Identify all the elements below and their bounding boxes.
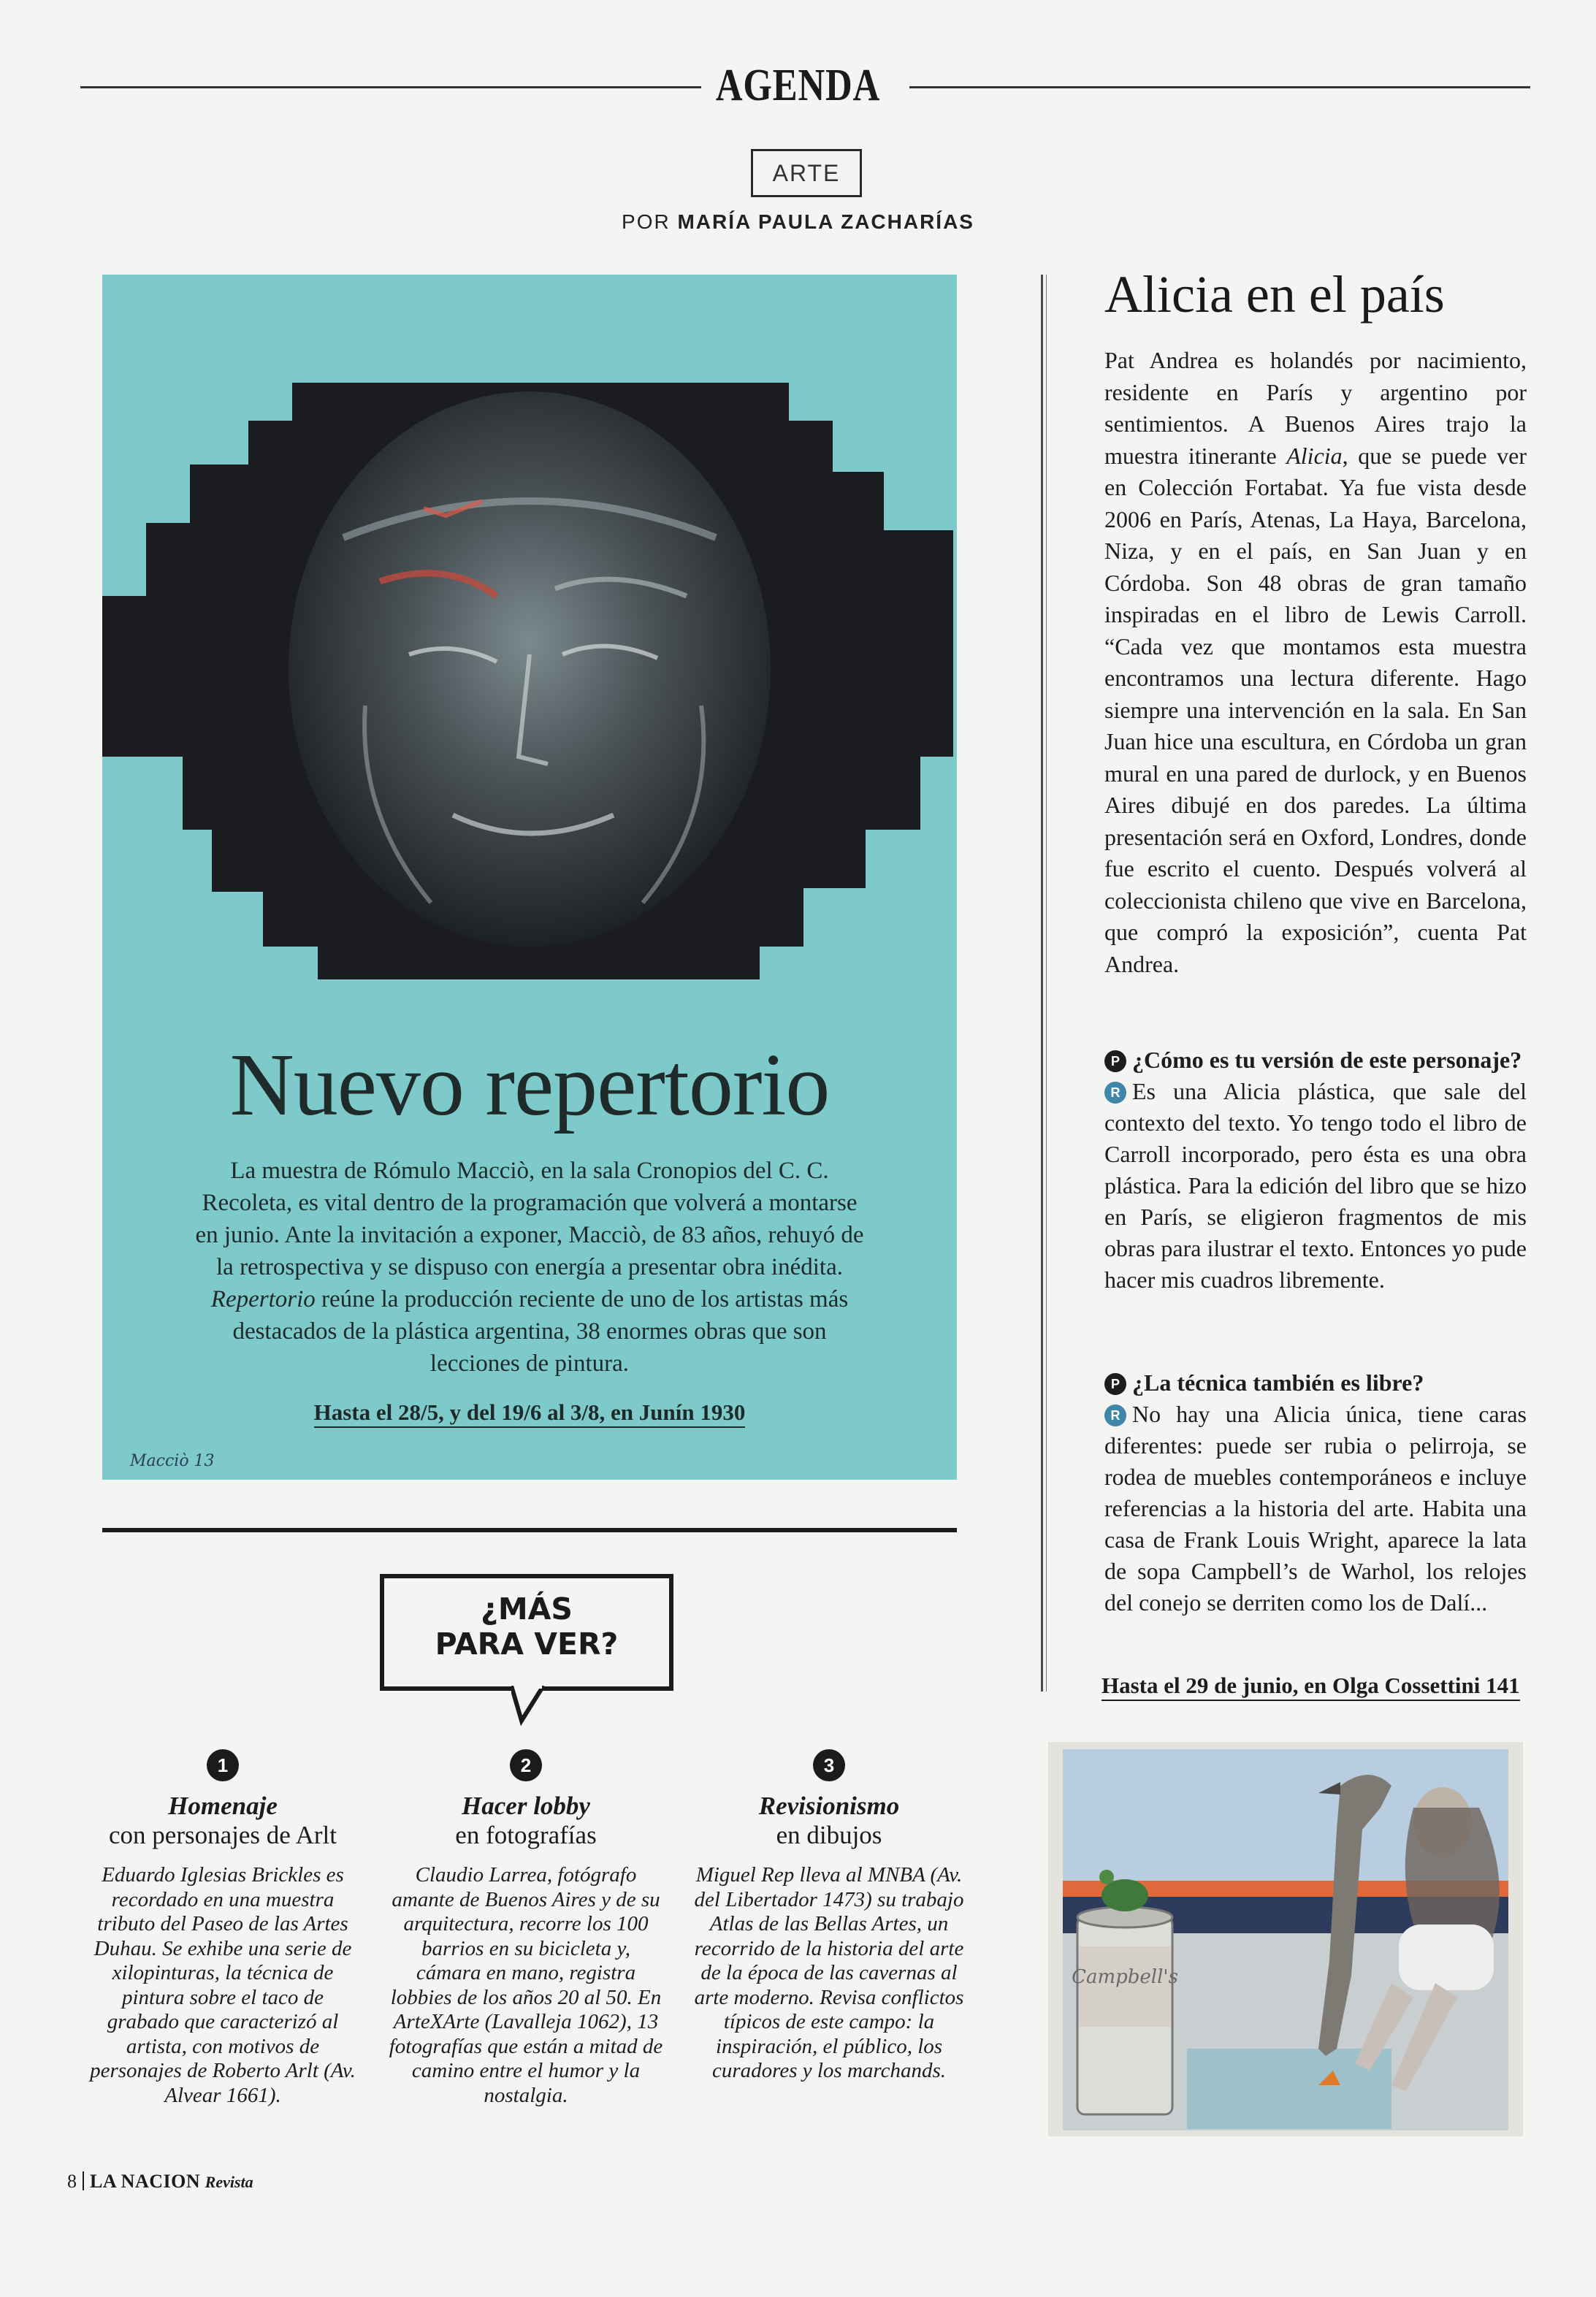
supplement-name: Revista — [205, 2173, 253, 2191]
article-intro-text-1: Pat Andrea es holandés por nacimiento, residente en París y argentino por sentimientos. A Buenos Aires trajo la muestra itinerante — [1104, 347, 1527, 469]
folio-divider — [83, 2171, 84, 2190]
category-tag: ARTE — [751, 149, 862, 197]
more-item-body: Claudio Larrea, fotógrafo amante de Buenos Aires y de su arquitectura, recorre los 100 barrios en su bicicleta y, cámara en mano, registra lobbies de los años 20 al 50. En ArteXArte (Lavalleja 1062), 13 fotografías que están a mitad de camino entre el humor y la nostalgia. — [389, 1863, 663, 2107]
more-item-1 — [84, 1749, 362, 2108]
feature-body-text-1: La muestra de Rómulo Macciò, en la sala Cronopios del C. C. Recoleta, es vital dentro de la programación que volverá a montarse en junio. Ante la invitación a exponer, Macciò, de 83 años, rehuyó de la retrospectiva y se dispuso con energía a presentar obra inédita. — [195, 1158, 864, 1280]
face-painting — [102, 377, 957, 983]
question-badge-icon: P — [1104, 1373, 1126, 1395]
question-1-block — [1104, 1044, 1527, 1296]
more-item-title: Hacer lobby — [462, 1792, 590, 1820]
speech-tail-icon — [511, 1686, 555, 1730]
question-2-text: ¿La técnica también es libre? — [1132, 1369, 1424, 1396]
article-intro-text-2: , que se puede ver en Colección Fortabat. Ya fue vista desde 2006 en París, Atenas, La Haya, Barcelona, Niza, y en el país, en San Juan y en Córdoba. Son 48 obras de gran tamaño inspiradas en el libro de Lewis Carroll. “Cada vez que montamos esta muestra encontramos una lectura diferente. Hago siempre una intervención en la sala. En San Juan hice una escultura, en Córdoba un gran mural en una pared de durlock, y en Buenos Aires dibujé en dos paredes. La última presentación será en Oxford, Londres, donde fue escrito el cuento. Después volverá al coleccionista chileno que vive en Barcelona, que compró la exposición”, cuenta Pat Andrea. — [1104, 442, 1527, 977]
can-label: Campbell's — [1072, 1966, 1178, 1988]
more-item-title: Homenaje — [168, 1792, 278, 1820]
column-divider — [1041, 275, 1043, 1692]
publication-name: LA NACION — [90, 2171, 201, 2192]
feature-body-italic: Repertorio — [210, 1286, 316, 1312]
article-dates-text: Hasta el 29 de junio, en Olga Cossettini 141 — [1101, 1673, 1520, 1701]
more-heading-2: PARA VER? — [435, 1627, 619, 1662]
more-item-subtitle: en dibujos — [776, 1821, 882, 1849]
feature-title: Nuevo repertorio — [229, 1036, 830, 1134]
more-item-3 — [690, 1749, 968, 2084]
more-item-title: Revisionismo — [758, 1792, 900, 1820]
feature-body — [194, 1155, 866, 1380]
byline-prefix: POR — [622, 210, 671, 233]
number-badge-icon: 2 — [510, 1749, 542, 1781]
article-intro — [1104, 345, 1527, 980]
page-folio — [67, 2171, 253, 2193]
alicia-painting — [1048, 1742, 1523, 2136]
more-item-subtitle: en fotografías — [455, 1821, 597, 1849]
article-intro-italic: Alicia — [1286, 442, 1343, 469]
feature-panel — [102, 275, 957, 1480]
article-title: Alicia en el país — [1104, 265, 1445, 324]
more-item-body: Miguel Rep lleva al MNBA (Av. del Libertador 1473) su trabajo Atlas de las Bellas Artes, un recorrido de la historia del arte de la época de las cavernas al arte moderno. Revisa conflictos típicos de este campo: la inspiración, el público, los curadores y los marchands. — [694, 1863, 964, 2082]
more-item-2 — [387, 1749, 665, 2108]
answer-2 — [1104, 1399, 1527, 1618]
artist-signature: Macciò 13 — [130, 1452, 215, 1470]
question-2 — [1104, 1367, 1527, 1399]
more-item-body: Eduardo Iglesias Brickles es recordado en una muestra tributo del Paseo de las Artes Duhau. Se exhibe una serie de xilopinturas, la técnica de pintura sobre el taco de grabado que caracterizó al artista, con motivos de personajes de Roberto Arlt (Av. Alvear 1661). — [90, 1863, 356, 2107]
feature-dates — [102, 1399, 957, 1426]
page-number: 8 — [67, 2171, 77, 2192]
byline-author: MARÍA PAULA ZACHARÍAS — [677, 210, 974, 233]
section-separator — [102, 1528, 957, 1532]
number-badge-icon: 3 — [813, 1749, 845, 1781]
question-1-text: ¿Cómo es tu versión de este personaje? — [1132, 1047, 1522, 1073]
section-title: AGENDA — [715, 61, 881, 110]
answer-1 — [1104, 1076, 1527, 1296]
column-divider-thin — [1046, 275, 1047, 1692]
more-to-see-bubble — [380, 1574, 673, 1691]
answer-badge-icon: R — [1104, 1404, 1126, 1426]
answer-2-text: No hay una Alicia única, tiene caras diferentes: puede ser rubia o pelirroja, se rodea de muebles contemporáneos e incluye referencias a la historia del arte. Habita una casa de Frank Louis Wright, aparece la lata de sopa Campbell’s de Warhol, los relojes del conejo se derriten como los de Dalí... — [1104, 1401, 1527, 1616]
answer-badge-icon: R — [1104, 1082, 1126, 1104]
feature-dates-text: Hasta el 28/5, y del 19/6 al 3/8, en Junín 1930 — [314, 1399, 746, 1428]
answer-1-text: Es una Alicia plástica, que sale del contexto del texto. Yo tengo todo el libro de Carroll incorporado, pero ésta es una obra plástica. Para la edición del libro que se hizo en París, se eligieron fragmentos de mis obras para ilustrar el texto. Entonces yo pude hacer mis cuadros libremente. — [1104, 1078, 1527, 1293]
question-1 — [1104, 1044, 1527, 1076]
question-2-block — [1104, 1367, 1527, 1618]
number-badge-icon: 1 — [207, 1749, 239, 1781]
byline — [0, 210, 1596, 234]
feature-body-text-2: reúne la producción reciente de uno de los artistas más destacados de la plástica argentina, 38 enormes obras que son lecciones de pintura. — [232, 1286, 849, 1377]
more-heading-1: ¿MÁS — [481, 1591, 573, 1627]
question-badge-icon: P — [1104, 1050, 1126, 1072]
more-item-subtitle: con personajes de Arlt — [109, 1821, 337, 1849]
article-dates — [1101, 1673, 1520, 1699]
